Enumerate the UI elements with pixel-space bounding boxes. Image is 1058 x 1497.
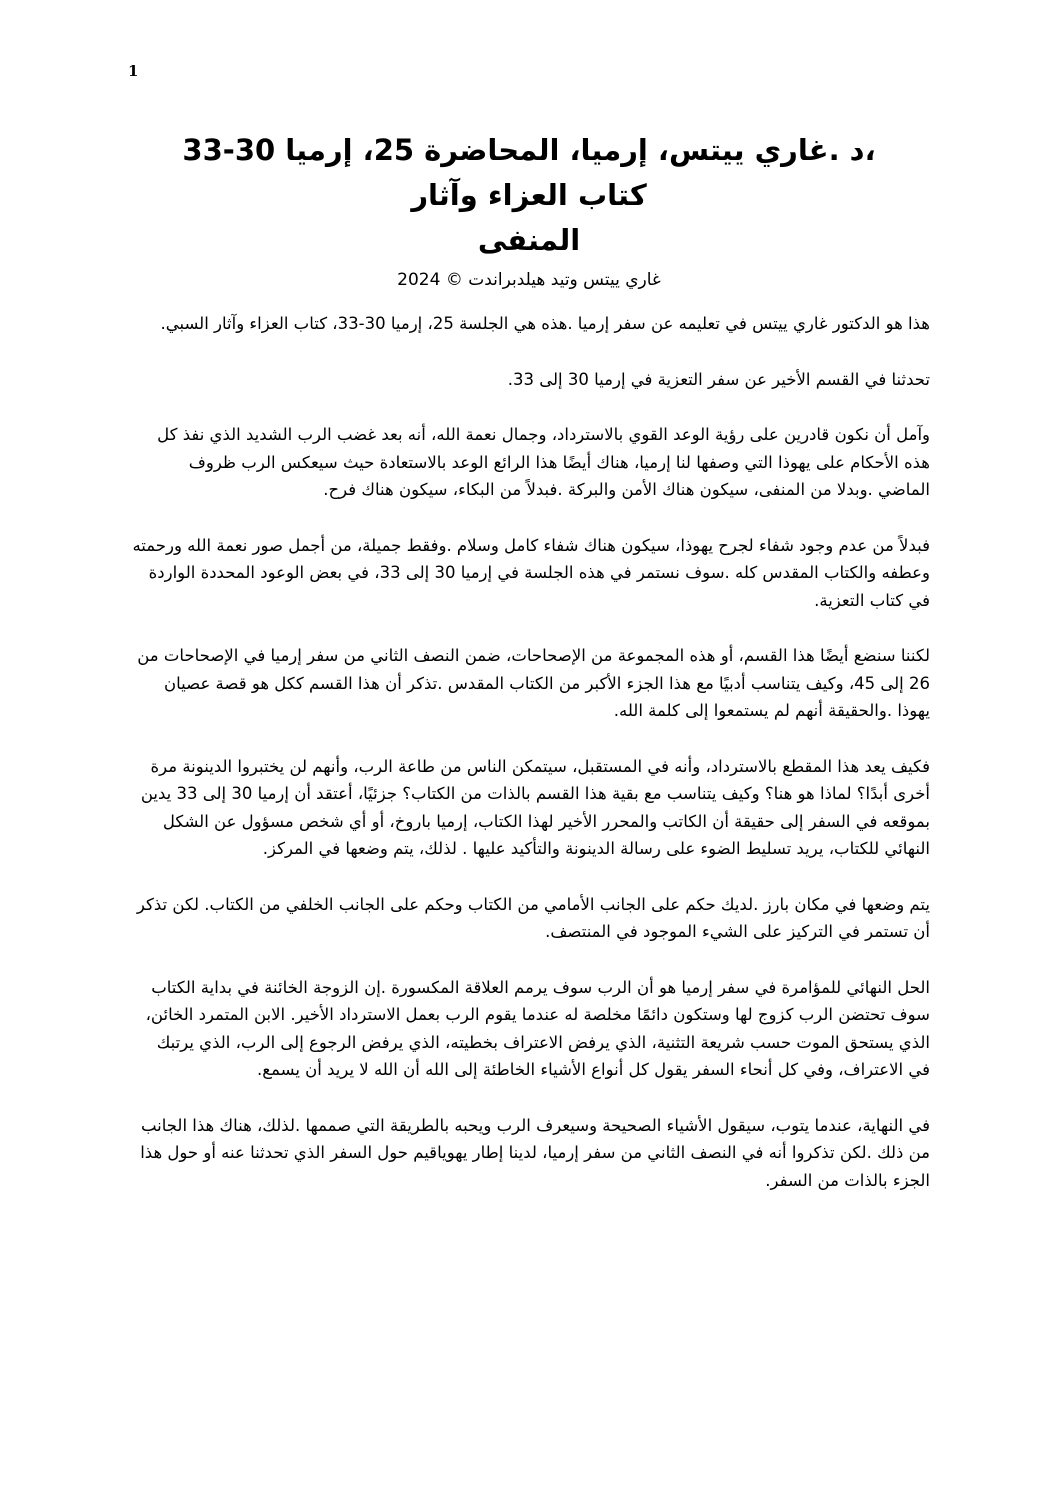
- title-line-1: ،د .غاري ييتس، إرميا، المحاضرة 25، إرميا 30-33: [182, 133, 876, 167]
- document-body: [132, 310, 930, 1222]
- paragraph-7: يتم وضعها في مكان بارز .لديك حكم على الجانب الأمامي من الكتاب وحكم على الجانب الخلفي من الكتاب. لكن تذكر أن تستمر في التركيز على الشيء الموجود في المنتصف.: [136, 894, 930, 941]
- paragraph-5: لكننا سنضع أيضًا هذا القسم، أو هذه المجموعة من الإصحاحات، ضمن النصف الثاني من سفر إرميا في الإصحاحات من 26 إلى 45، وكيف يتناسب أدبيًا مع هذا الجزء الأكبر من الكتاب المقدس .تذكر أن هذا القسم ككل هو قصة عصيان يهوذا .والحقيقة أنهم لم يستمعوا إلى كلمة الله.: [137, 646, 930, 720]
- title-line-3: المنفى: [477, 223, 581, 257]
- paragraph-4: فبدلاً من عدم وجود شفاء لجرح يهوذا، سيكون هناك شفاء كامل وسلام .وفقط جميلة، من أجمل صور نعمة الله ورحمته وعطفه والكتاب المقدس كله .سوف نستمر في هذه الجلسة في إرميا 30 إلى 33، في بعض الوعود المحددة الواردة في كتاب التعزية.: [132, 535, 930, 610]
- paragraph-3: وآمل أن نكون قادرين على رؤية الوعد القوي بالاسترداد، وجمال نعمة الله، أنه بعد غضب الرب الشديد الذي نفذ كل هذه الأحكام على يهوذا التي وصفها لنا إرميا، هناك أيضًا هذا الرائع الوعد بالاستعادة حيث سيعكس الرب ظروف الماضي .وبدلا من المنفى، سيكون هناك الأمن والبركة .فبدلاً من البكاء، سيكون هناك فرح.: [157, 425, 930, 499]
- title-block: [130, 128, 928, 295]
- page-number: 1: [128, 62, 139, 80]
- paragraph-6: فكيف يعد هذا المقطع بالاسترداد، وأنه في المستقبل، سيتمكن الناس من طاعة الرب، وأنهم لن يختبروا الدينونة مرة أخرى أبدًا؟ لماذا هو هنا؟ وكيف يتناسب مع بقية هذا القسم بالذات من الكتاب؟ جزئيًا، أعتقد أن إرميا 30 إلى 33 يدين بموقعه في السفر إلى حقيقة أن الكاتب والمحرر الأخير لهذا الكتاب، إرميا باروخ، أو أي شخص مسؤول عن الشكل النهائي للكتاب، يريد تسليط الضوء على رسالة الدينونة والتأكيد عليها . لذلك، يتم وضعها في المركز.: [140, 756, 930, 858]
- paragraph-9: في النهاية، عندما يتوب، سيقول الأشياء الصحيحة وسيعرف الرب ويحبه بالطريقة التي صممها .لذلك، هناك هذا الجانب من ذلك .لكن تذكروا أنه في النصف الثاني من سفر إرميا، لدينا إطار يهوياقيم حول السفر الذي تحدثنا عنه أو حول هذا الجزء بالذات من السفر.: [140, 1115, 930, 1190]
- paragraph-2: تحدثنا في القسم الأخير عن سفر التعزية في إرميا 30 إلى 33.: [507, 369, 930, 389]
- title-line-2: كتاب العزاء وآثار: [411, 178, 647, 212]
- paragraph-1: هذا هو الدكتور غاري ييتس في تعليمه عن سفر إرميا .هذه هي الجلسة 25، إرميا 30-33، كتاب العزاء وآثار السبي.: [160, 314, 930, 333]
- copyright-line: غاري ييتس وتيد هيلدبراندت © 2024: [397, 270, 661, 290]
- paragraph-8: الحل النهائي للمؤامرة في سفر إرميا هو أن الرب سوف يرمم العلاقة المكسورة .إن الزوجة الخائنة في بداية الكتاب سوف تحتضن الرب كزوج لها وستكون دائمًا مخلصة له عندما يقوم الرب بعمل الاسترداد الأخير. الابن المتمرد الخائن، الذي يستحق الموت حسب شريعة التثنية، الذي يرفض الاعتراف بخطيته، الذي يرفض الرجوع إلى الرب، الذي يرتبك في الاعتراف، وفي كل أنحاء السفر يقول كل أنواع الأشياء الخاطئة إلى الله أن الله لا يريد أن يسمع.: [145, 977, 930, 1079]
